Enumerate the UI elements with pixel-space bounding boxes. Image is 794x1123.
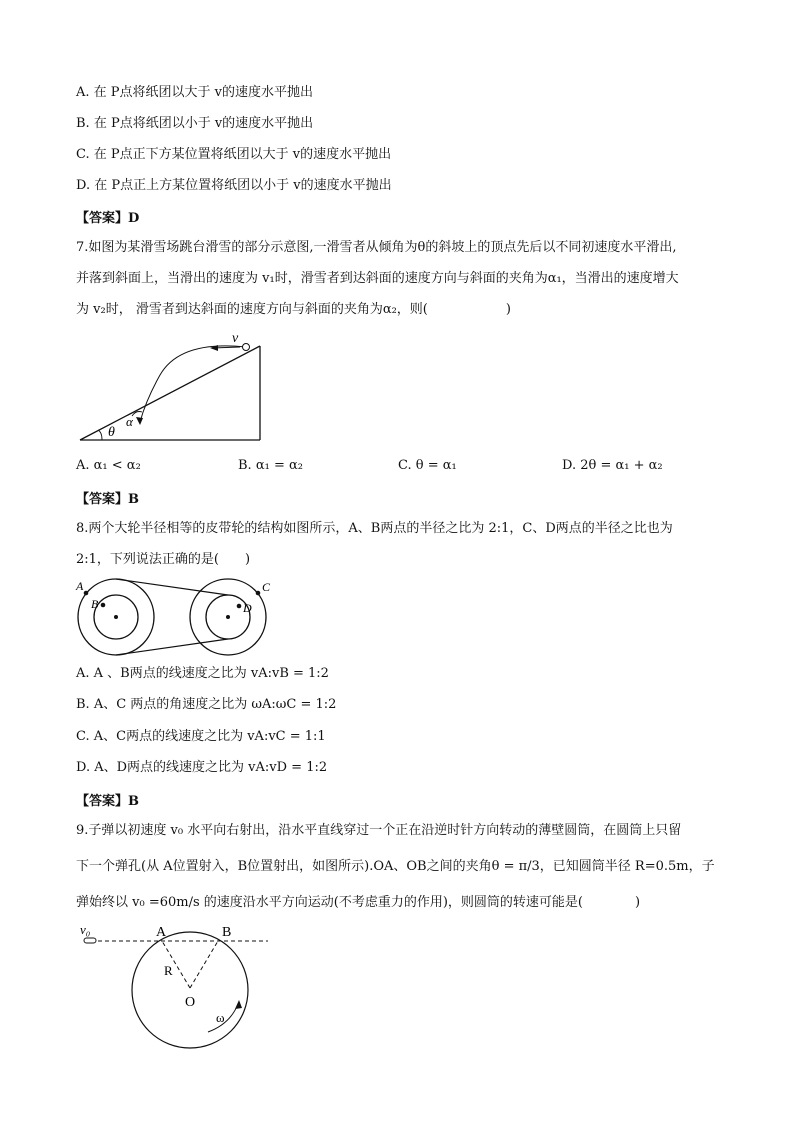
label-alpha: α: [126, 414, 133, 429]
q7-slope-figure: [80, 330, 270, 442]
skier-dot: [243, 344, 250, 351]
q7-option-b: B. α₁ = α₂: [238, 458, 303, 473]
label-a: A: [76, 579, 84, 593]
q8-pulley-figure: [74, 575, 274, 665]
label-d: D: [243, 601, 252, 615]
point-c: [256, 591, 261, 596]
q8-answer: 【答案】B: [76, 794, 139, 809]
q9-text-line-1: 9.子弹以初速度 v₀ 水平向右射出，沿水平直线穿过一个正在沿逆时针方向转动的薄壁圆筒，在圆筒上只留: [76, 823, 682, 838]
slope-incline: [80, 346, 260, 440]
belt-top: [116, 579, 228, 595]
label-b: B: [222, 925, 232, 940]
label-v: v: [232, 331, 239, 346]
point-d: [237, 604, 242, 609]
q7-option-c: C. θ = α₁: [398, 458, 457, 473]
bullet: [84, 938, 96, 943]
point-a: [84, 591, 89, 596]
label-c: C: [262, 580, 271, 594]
landing-arrowhead: [136, 417, 143, 425]
q8-option-a: A. A 、B两点的线速度之比为 vA:vB = 1:2: [76, 666, 329, 681]
label-o: O: [185, 995, 196, 1010]
q8-option-d: D. A、D两点的线速度之比为 vA:vD = 1:2: [76, 760, 328, 775]
q6-option-c: C. 在 P点正下方某位置将纸团以大于 v的速度水平抛出: [76, 147, 392, 162]
q6-option-b: B. 在 P点将纸团以小于 v的速度水平抛出: [76, 116, 314, 131]
q7-text-line-2: 并落到斜面上，当滑出的速度为 v₁时，滑雪者到达斜面的速度方向与斜面的夹角为α₁，当滑出的速度增大: [76, 271, 679, 286]
point-b: [101, 603, 106, 608]
theta-arc: [98, 430, 102, 440]
rotation-arrowhead: [235, 1000, 242, 1009]
q8-text-line-1: 8.两个大轮半径相等的皮带轮的结构如图所示，A、B两点的半径之比为 2:1，C、D两点的半径之比也为: [76, 521, 673, 536]
label-v0: v₀: [80, 922, 91, 937]
label-r: R: [164, 963, 173, 978]
q6-option-d: D. 在 P点正上方某位置将纸团以小于 v的速度水平抛出: [76, 178, 392, 193]
label-b: B: [91, 597, 99, 611]
left-center: [114, 615, 118, 619]
trajectory-curve: [140, 346, 246, 422]
q7-answer: 【答案】B: [76, 492, 139, 507]
q9-text-line-2: 下一个弹孔(从 A位置射入，B位置射出，如图所示).OA、OB之间的夹角θ = π/3，已知圆筒半径 R=0.5m，子: [76, 859, 715, 874]
q7-text-line-1: 7.如图为某滑雪场跳台滑雪的部分示意图,一滑雪者从倾角为θ的斜坡上的顶点先后以不同初速度水平滑出,: [76, 240, 677, 255]
q8-option-c: C. A、C两点的线速度之比为 vA:vC = 1:1: [76, 729, 326, 744]
cylinder: [132, 932, 248, 1048]
q9-text-line-3: 弹始终以 v₀ =60m/s 的速度沿水平方向运动(不考虑重力的作用)，则圆筒的转速可能是( ): [76, 895, 641, 910]
label-theta: θ: [108, 425, 115, 440]
belt-bottom: [116, 639, 228, 655]
label-omega: ω: [216, 1010, 225, 1025]
label-a: A: [156, 925, 167, 940]
q7-option-d: D. 2θ = α₁ + α₂: [562, 458, 663, 473]
q7-option-a: A. α₁ < α₂: [76, 458, 141, 473]
q6-option-a: A. 在 P点将纸团以大于 v的速度水平抛出: [76, 85, 314, 100]
q8-text-line-2: 2:1，下列说法正确的是( ): [76, 552, 251, 567]
q7-text-line-3: 为 v₂时， 滑雪者到达斜面的速度方向与斜面的夹角为α₂，则( ): [76, 302, 511, 317]
q6-answer: 【答案】D: [76, 211, 140, 226]
radius-ob: [190, 941, 218, 988]
right-center: [226, 615, 230, 619]
q8-option-b: B. A、C 两点的角速度之比为 ωA:ωC = 1:2: [76, 697, 337, 712]
q9-cylinder-figure: [78, 920, 278, 1045]
